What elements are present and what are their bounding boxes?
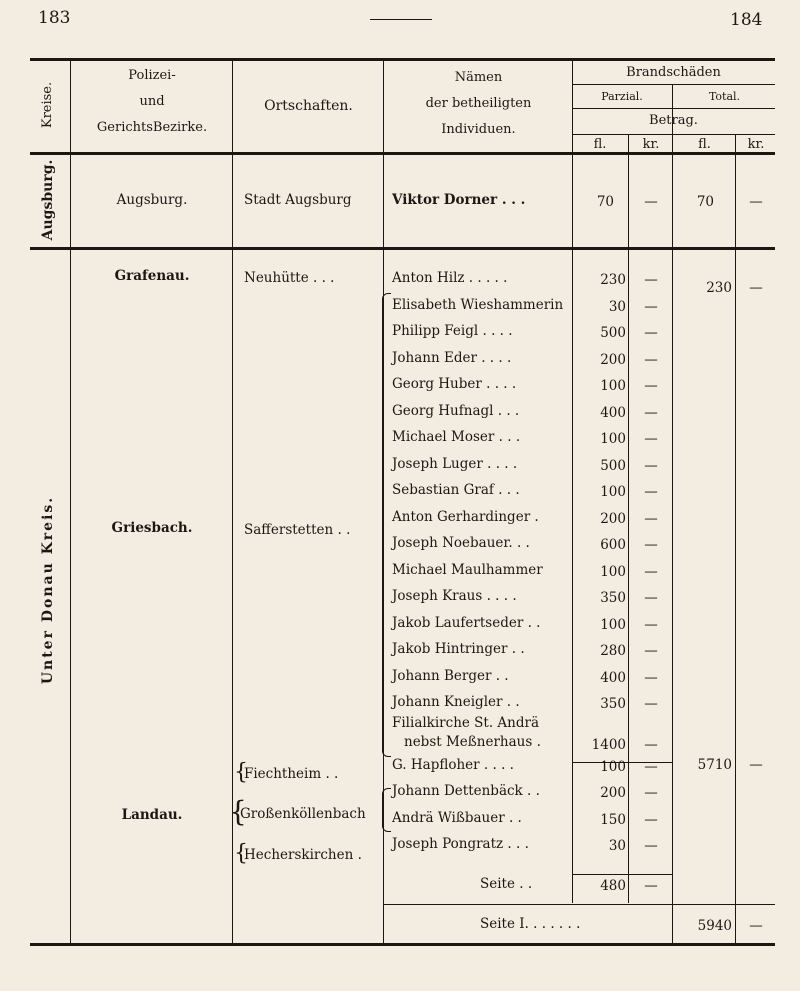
ort-safferstetten: Safferstetten . . [244,522,351,538]
row-partial-fl: 200 [600,510,626,527]
total-fl-augsburg: 70 [696,194,714,210]
total-fl-grafenau: 230 [706,280,732,296]
total-fl-griesbach: 5710 [697,757,732,773]
augsburg-bottom-border [30,247,775,250]
seite1-kr: — [749,918,763,934]
row-name: Michael Maulhammer [392,561,543,578]
row-partial-fl: 100 [600,563,626,580]
row-partial-fl: 1400 [591,736,626,753]
row-partial-fl: 350 [600,696,626,712]
row-partial-fl: 280 [600,643,626,659]
bezirk-landau: Landau. [121,807,183,823]
header-kreise: Kreise. [40,81,55,129]
row-name: G. Hapfloher . . . . [392,756,514,773]
total-kr-griesbach: — [749,757,763,773]
header-betrag: Betrag. [649,113,698,128]
row-partial-fl: 100 [600,378,626,394]
row-name-continued: nebst Meßnerhaus . [404,733,541,750]
row-partial-kr: — [644,272,658,288]
row-name: Jakob Laufertseder . . [392,614,541,631]
row-partial-fl: 400 [600,404,626,421]
row-name: Joseph Luger . . . . [392,455,518,472]
ort-augsburg: Stadt Augsburg [244,192,352,208]
header-namen-1: Nämen [454,70,503,85]
header-namen-2: der betheiligten [425,96,532,111]
ort-fiechtheim: Fiechtheim . . [244,766,339,782]
col-rule-namen [572,58,573,903]
row-name: Joseph Noebauer. . . [392,535,530,551]
seite-kr: — [644,878,658,894]
header-partial: Parzial. [601,90,643,103]
row-partial-fl: 30 [608,298,626,315]
bezirk-augsburg: Augsburg. [116,192,188,208]
row-partial-kr: — [644,298,658,315]
seite-label: Seite . . [480,876,533,892]
row-name: Sebastian Graf . . . [392,482,520,498]
table-bottom-border [30,943,775,946]
row-name: Joseph Pongratz . . . [392,836,529,852]
row-partial-fl: 600 [600,537,626,553]
header-namen-3: Individuen. [441,122,516,137]
row-partial-kr: — [644,563,658,580]
row-name: Filialkirche St. Andrä [392,714,540,731]
row-partial-kr: — [644,758,658,775]
row-partial-fl: 500 [600,457,626,474]
page-number-right: 184 [730,10,763,30]
header-fl-2: fl. [698,137,711,152]
row-name: Andrä Wißbauer . . [392,809,522,826]
kreis-unterdonau: Unter Donau Kreis. [40,495,56,685]
brace-safferstetten [382,293,391,757]
row-partial-kr: — [644,404,658,421]
row-name: Johann Dettenbäck . . [392,783,540,799]
partial-kr-augsburg: — [644,194,658,210]
row-partial-kr: — [644,811,658,828]
partial-total-rule [572,108,775,109]
brace-fiechtheim: { [234,760,248,785]
row-partial-fl: 100 [600,431,626,447]
row-partial-fl: 100 [600,484,626,500]
row-partial-kr: — [644,669,658,686]
row-partial-fl: 30 [608,838,626,854]
row-name: Philipp Feigl . . . . [392,323,513,339]
table-top-border [30,58,775,61]
row-partial-kr: — [644,457,658,474]
row-partial-fl: 400 [600,669,626,686]
header-kr-1: kr. [642,137,660,152]
row-partial-kr: — [644,325,658,341]
header-fl-1: fl. [593,137,607,152]
row-partial-fl: 150 [600,811,626,828]
row-name: Johann Kneigler . . [392,694,520,710]
header-bezirke-2: und [139,94,165,109]
row-partial-fl: 100 [600,758,626,775]
row-partial-kr: — [644,484,658,500]
brace-grossenkoellenbach: { [229,795,247,828]
total-kr-grafenau: — [749,280,763,296]
row-name: Georg Huber . . . . [392,376,517,392]
col-rule-total-fl [735,134,736,943]
row-partial-kr: — [644,696,658,712]
seite1-fl: 5940 [697,918,732,934]
seite1-label: Seite I. . . . . . . [480,916,581,932]
header-bezirke-1: Polizei- [128,68,176,83]
ort-hecherskirchen: Hecherskirchen . [244,847,362,863]
header-rule [370,19,432,20]
brace-hecherskirchen: { [234,841,248,866]
row-partial-kr: — [644,351,658,368]
row-name: Johann Eder . . . . [392,349,512,366]
brandschaeden-rule [572,84,775,85]
row-partial-fl: 500 [600,325,626,341]
bezirk-griesbach: Griesbach. [111,520,193,536]
seite-fl: 480 [600,878,626,894]
row-partial-fl: 100 [600,616,626,633]
col-rule-partial-kr [672,84,673,943]
header-total: Total. [708,90,741,103]
seite1-rule [383,904,775,905]
row-partial-fl: 230 [600,272,626,288]
partial-fl-augsburg: 70 [596,194,614,210]
row-name: Johann Berger . . [392,667,509,684]
ort-neuhuette: Neuhütte . . . [244,270,335,286]
header-kr-2: kr. [747,137,765,152]
total-kr-augsburg: — [749,194,763,210]
seite-rule [572,874,672,875]
row-name: Anton Hilz . . . . . [392,270,508,286]
row-name: Anton Gerhardinger . [392,508,539,525]
row-partial-fl: 350 [600,590,626,606]
row-name: Michael Moser . . . [392,429,521,445]
row-partial-kr: — [644,838,658,854]
row-name: Jakob Hintringer . . [392,641,525,657]
row-partial-kr: — [644,431,658,447]
brace-grossenkoellenbach-names [382,788,391,832]
header-bezirke-3: GerichtsBezirke. [96,120,208,135]
ort-grossenkoellenbach: Großenköllenbach [240,806,366,822]
row-partial-kr: — [644,590,658,606]
row-name: Elisabeth Wieshammerin [392,296,564,313]
page-number-left: 183 [38,8,71,28]
header-brandschaeden: Brandschäden [626,65,721,80]
col-rule-partial-fl [628,134,629,903]
kreis-augsburg: Augsburg. [40,159,56,241]
row-partial-kr: — [644,378,658,394]
row-name: Georg Hufnagl . . . [392,402,520,419]
row-partial-fl: 200 [600,785,626,801]
col-rule-kreise [70,58,71,943]
row-partial-kr: — [644,643,658,659]
name-augsburg: Viktor Dorner . . . [392,192,526,208]
row-partial-kr: — [644,537,658,553]
row-partial-fl: 200 [600,351,626,368]
row-partial-kr: — [644,736,658,753]
row-name: Joseph Kraus . . . . [392,588,517,604]
row-partial-kr: — [644,510,658,527]
row-partial-kr: — [644,785,658,801]
bezirk-grafenau: Grafenau. [114,268,190,284]
row-partial-kr: — [644,616,658,633]
header-ortschaften: Ortschaften. [264,98,353,114]
